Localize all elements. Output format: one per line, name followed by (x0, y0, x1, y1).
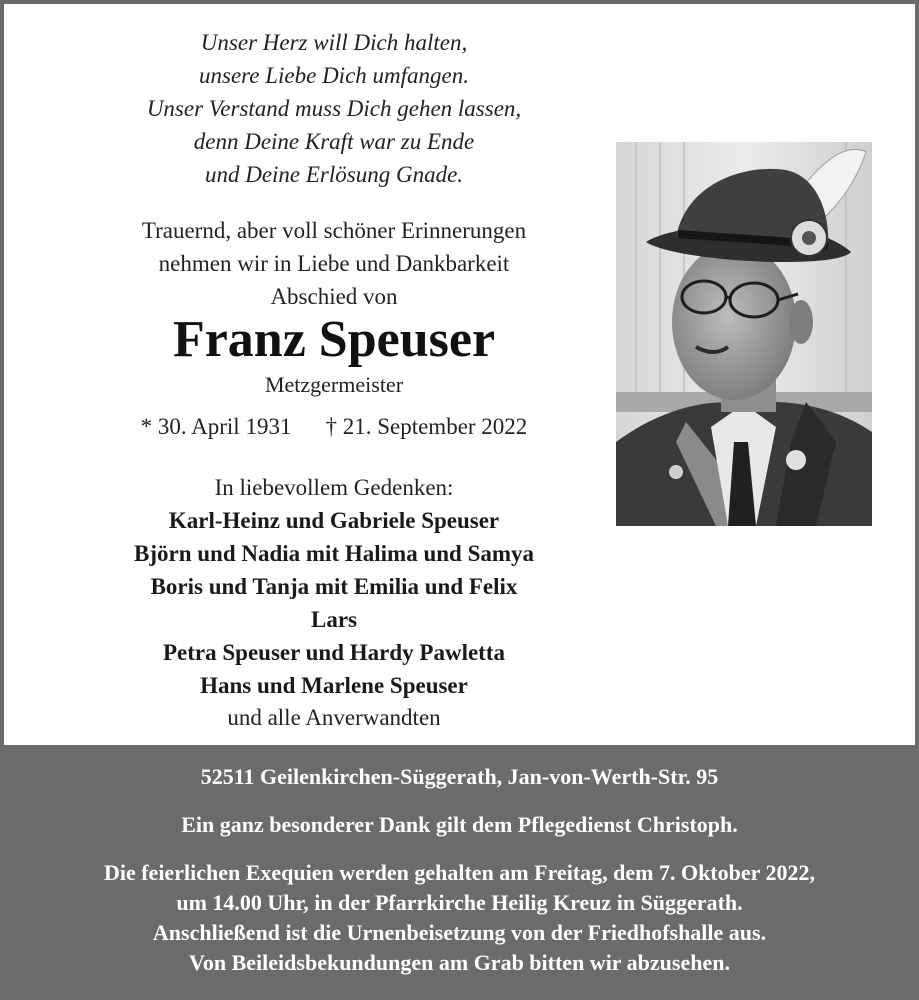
service-line: Anschließend ist die Urnenbeisetzung von der Friedhofshalle aus. (152, 920, 767, 945)
poem (4, 26, 664, 191)
portrait-photo (616, 142, 872, 526)
intro-text (4, 214, 664, 313)
memory-heading: In liebevollem Gedenken: (214, 475, 454, 500)
mourner-line: Karl-Heinz und Gabriele Speuser (168, 508, 500, 533)
poem-line: Unser Herz will Dich halten, (200, 30, 468, 55)
life-dates (4, 410, 664, 444)
service-line: um 14.00 Uhr, in der Pfarrkirche Heilig Kreuz in Süggerath. (176, 890, 743, 915)
poem-line: denn Deine Kraft war zu Ende (193, 129, 475, 154)
death-date: † 21. September 2022 (325, 414, 528, 439)
birth-date: * 30. April 1931 (140, 414, 292, 439)
poem-line: und Deine Erlösung Gnade. (204, 162, 464, 187)
intro-line: Abschied von (270, 284, 398, 309)
mourners-list (4, 504, 664, 702)
portrait-illustration (616, 142, 872, 526)
service-line: Von Beileidsbekundungen am Grab bitten wir abzusehen. (189, 950, 730, 975)
family-address: 52511 Geilenkirchen-Süggerath, Jan-von-Werth-Str. 95 (200, 764, 719, 789)
deceased-profession: Metzgermeister (264, 372, 404, 397)
mourner-line: Hans und Marlene Speuser (200, 673, 468, 698)
service-details (0, 858, 919, 978)
service-line: Die feierlichen Exequien werden gehalten am Freitag, dem 7. Oktober 2022, (103, 860, 816, 885)
mourners-closing: und alle Anverwandten (227, 705, 441, 730)
thanks-note: Ein ganz besonderer Dank gilt dem Pflegedienst Christoph. (181, 812, 738, 837)
mourner-line: Petra Speuser und Hardy Pawletta (162, 640, 505, 665)
intro-line: Trauernd, aber voll schöner Erinnerungen (141, 218, 527, 243)
poem-line: Unser Verstand muss Dich gehen lassen, (146, 96, 522, 121)
deceased-name: Franz Speuser (172, 311, 496, 368)
poem-line: unsere Liebe Dich umfangen. (199, 63, 469, 88)
intro-line: nehmen wir in Liebe und Dankbarkeit (158, 251, 510, 276)
mourner-line: Björn und Nadia mit Halima und Samya (133, 541, 535, 566)
mourner-line: Lars (311, 607, 357, 632)
mourner-line: Boris und Tanja mit Emilia und Felix (150, 574, 518, 599)
